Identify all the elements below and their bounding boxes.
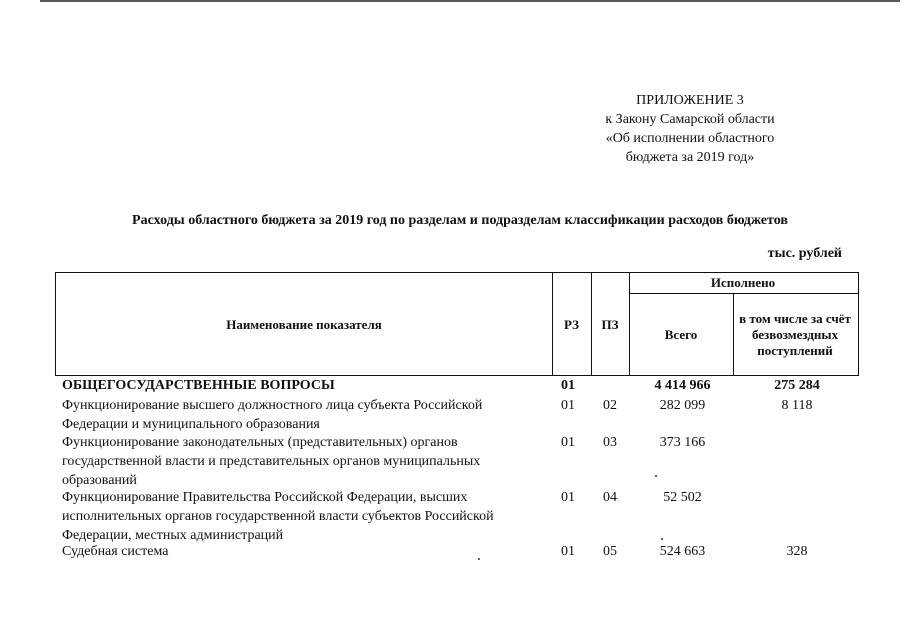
row-total: 4 414 966	[654, 378, 711, 393]
row-name	[62, 396, 532, 434]
row-name-line: Функционирование высшего должностного лица субъекта Российской	[62, 398, 483, 413]
row-grants: 275 284	[774, 378, 820, 393]
header-rz: РЗ	[564, 317, 579, 332]
scan-edge-line	[40, 0, 900, 2]
appendix-line: к Закону Самарской области	[605, 112, 775, 127]
units-label: тыс. рублей	[767, 246, 842, 261]
document-title: Расходы областного бюджета за 2019 год по разделам и подразделам классификации расходов бюджетов	[132, 213, 788, 228]
row-name-line: исполнительных органов государственной власти субъектов Российской	[62, 509, 494, 524]
row-name	[62, 488, 532, 545]
appendix-line: бюджета за 2019 год»	[625, 150, 755, 165]
scan-speck	[661, 538, 663, 540]
row-rz: 01	[561, 378, 575, 393]
row-total: 52 502	[663, 490, 702, 505]
row-name-line: Федерации, местных администраций	[62, 528, 284, 543]
row-grants: 8 118	[781, 398, 813, 413]
appendix-line: ПРИЛОЖЕНИЕ 3	[636, 93, 744, 108]
row-grants: 328	[786, 544, 808, 559]
row-name-line: Функционирование законодательных (представительных) органов	[62, 435, 458, 450]
row-total: 524 663	[659, 544, 706, 559]
table-header	[55, 272, 859, 376]
row-total: 282 099	[659, 398, 706, 413]
header-executed: Исполнено	[710, 275, 776, 290]
appendix-line: «Об исполнении областного	[605, 131, 775, 146]
row-pz: 05	[603, 544, 617, 559]
header-grants: в том числе за счёт безвозмездных поступлений	[739, 311, 851, 358]
row-pz: 02	[603, 398, 617, 413]
row-name-line: Функционирование Правительства Российской Федерации, высших	[62, 490, 468, 505]
row-rz: 01	[561, 544, 575, 559]
row-rz: 01	[561, 435, 575, 450]
header-name: Наименование показателя	[226, 317, 382, 332]
header-pz: ПЗ	[601, 317, 619, 332]
scan-speck	[655, 475, 657, 477]
row-name-line: Федерации и муниципального образования	[62, 417, 320, 432]
row-rz: 01	[561, 398, 575, 413]
appendix-block	[555, 91, 825, 167]
scan-speck	[478, 558, 480, 560]
row-total: 373 166	[659, 435, 706, 450]
row-name	[62, 433, 532, 490]
row-pz: 03	[603, 435, 617, 450]
row-pz: 04	[603, 490, 617, 505]
row-name-line: государственной власти и представительных органов муниципальных	[62, 454, 481, 469]
row-name-line: образований	[62, 473, 137, 488]
row-name: Судебная система	[62, 544, 169, 559]
header-total: Всего	[664, 327, 698, 342]
row-rz: 01	[561, 490, 575, 505]
row-name: ОБЩЕГОСУДАРСТВЕННЫЕ ВОПРОСЫ	[62, 378, 335, 393]
